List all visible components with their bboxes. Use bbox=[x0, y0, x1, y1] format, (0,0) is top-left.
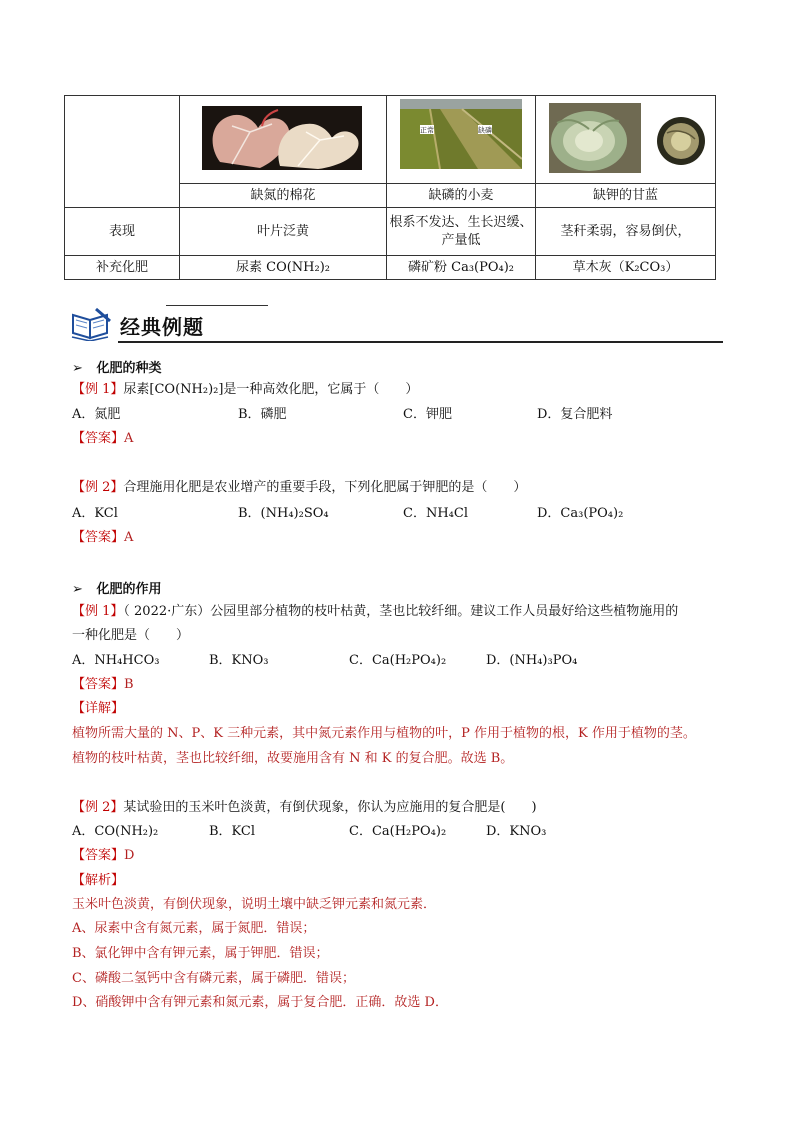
t2-ex2-analysis-line: A、尿素中含有氮元素，属于氮肥．错误； bbox=[72, 921, 316, 936]
heading-rule bbox=[118, 341, 723, 343]
t1-ex1-option-a: A．氮肥 bbox=[72, 407, 121, 422]
t1-ex2-option-d: D．Ca₃(PO₄)₂ bbox=[537, 506, 624, 521]
t2-ex1-option-a: A．NH₄HCO₃ bbox=[72, 653, 160, 668]
t2-ex1-answer-value: B bbox=[124, 677, 134, 692]
t2-ex1-option-d: D．(NH₄)₃PO₄ bbox=[486, 653, 578, 668]
cotton-fertilizer: 尿素 CO(NH₂)₂ bbox=[180, 256, 387, 280]
cotton-leaves-image bbox=[202, 106, 362, 170]
t2-ex1-tag: 【例 1】 bbox=[72, 604, 124, 619]
t2-ex1-answer-tag: 【答案】 bbox=[72, 677, 125, 692]
t2-ex2-answer-value: D bbox=[124, 848, 135, 863]
cabbage-symptom: 茎秆柔弱，容易倒伏， bbox=[536, 208, 716, 256]
t1-ex1-option-d: D．复合肥料 bbox=[537, 407, 613, 422]
cotton-symptom: 叶片泛黄 bbox=[180, 208, 387, 256]
deficiency-table bbox=[64, 95, 716, 280]
t2-ex2-analysis-line: C、磷酸二氢钙中含有磷元素，属于磷肥．错误； bbox=[72, 971, 355, 986]
t2-ex2-tag: 【例 2】 bbox=[72, 800, 124, 815]
t1-ex1-tag: 【例 1】 bbox=[72, 382, 124, 397]
topic2-heading-text: 化肥的作用 bbox=[96, 582, 162, 597]
t2-ex2-option-a: A．CO(NH₂)₂ bbox=[72, 824, 159, 839]
topic2-heading: ➢ 化肥的作用 bbox=[72, 582, 162, 597]
t2-ex2-option-b: B．KCl bbox=[209, 824, 256, 839]
cabbage-image bbox=[549, 103, 707, 173]
t2-ex2-analysis-tag: 【解析】 bbox=[72, 873, 125, 888]
t1-ex2-answer-value: A bbox=[124, 530, 134, 545]
t1-ex2-answer bbox=[72, 529, 133, 547]
t2-ex1-option-b: B．KNO₃ bbox=[209, 653, 269, 668]
wheat-fertilizer: 磷矿粉 Ca₃(PO₄)₂ bbox=[387, 256, 536, 280]
t1-ex2-option-c: C．NH₄Cl bbox=[403, 506, 468, 521]
t1-ex1-option-c: C．钾肥 bbox=[403, 407, 452, 422]
wheat-symptom-line2: 产量低 bbox=[441, 232, 481, 248]
t2-ex1-question-line1: （ 2022·广东）公园里部分植物的枝叶枯黄，茎也比较纤细。建议工作人员最好给这些植物施用的 bbox=[123, 604, 679, 619]
t2-ex2-option-d: D．KNO₃ bbox=[486, 824, 547, 839]
cotton-image-cell bbox=[180, 96, 387, 184]
t1-ex2-tag: 【例 2】 bbox=[72, 480, 124, 495]
t1-ex2-option-a: A．KCl bbox=[72, 506, 118, 521]
t2-ex2-answer bbox=[72, 847, 134, 865]
wheat-label-normal: 正常 bbox=[420, 126, 434, 135]
section-heading bbox=[70, 303, 723, 343]
t2-ex1-detail-tag: 【详解】 bbox=[72, 701, 125, 716]
t1-ex1-question-text: 尿素[CO(NH₂)₂]是一种高效化肥，它属于（ ） bbox=[123, 382, 419, 397]
book-icon bbox=[70, 307, 114, 341]
t1-ex2-option-b: B．(NH₄)₂SO₄ bbox=[238, 506, 329, 521]
t2-ex2-question-text: 某试验田的玉米叶色淡黄，有倒伏现象，你认为应施用的复合肥是( ) bbox=[123, 800, 537, 815]
t2-ex1-question bbox=[72, 603, 678, 621]
t1-ex1-answer-tag: 【答案】 bbox=[72, 431, 125, 446]
t2-ex2-analysis-line: 玉米叶色淡黄，有倒伏现象，说明土壤中缺乏钾元素和氮元素． bbox=[72, 897, 437, 912]
t1-ex1-answer bbox=[72, 430, 133, 448]
row-label-symptom: 表现 bbox=[65, 208, 180, 256]
t1-ex1-option-b: B．磷肥 bbox=[238, 407, 287, 422]
wheat-label-deficient: 缺磷 bbox=[478, 126, 492, 135]
cotton-caption: 缺氮的棉花 bbox=[180, 184, 387, 208]
wheat-field-image bbox=[400, 99, 522, 169]
t1-ex1-question bbox=[72, 381, 418, 399]
table-corner-cell bbox=[65, 96, 180, 208]
wheat-symptom-line1: 根系不发达、生长迟缓、 bbox=[389, 214, 533, 230]
topic1-heading: ➢ 化肥的种类 bbox=[72, 361, 162, 376]
t2-ex1-option-c: C．Ca(H₂PO₄)₂ bbox=[349, 653, 447, 668]
t1-ex1-answer-value: A bbox=[124, 431, 134, 446]
t1-ex2-question bbox=[72, 479, 526, 497]
cabbage-fertilizer: 草木灰（K₂CO₃） bbox=[536, 256, 716, 280]
section-title: 经典例题 bbox=[120, 315, 204, 339]
wheat-symptom bbox=[387, 208, 536, 256]
wheat-image-cell bbox=[387, 96, 536, 184]
cabbage-image-cell bbox=[536, 96, 716, 184]
heading-top-rule bbox=[166, 305, 268, 306]
t2-ex1-detail-line2: 植物的枝叶枯黄，茎也比较纤细，故要施用含有 N 和 K 的复合肥。故选 B。 bbox=[72, 751, 514, 766]
row-label-fertilizer: 补充化肥 bbox=[65, 256, 180, 280]
t1-ex2-question-text: 合理施用化肥是农业增产的重要手段，下列化肥属于钾肥的是（ ） bbox=[123, 480, 527, 495]
t2-ex2-question bbox=[72, 799, 537, 817]
t2-ex1-detail-line1: 植物所需大量的 N、P、K 三种元素，其中氮元素作用与植物的叶，P 作用于植物的根，K 作用于植物的茎。 bbox=[72, 726, 696, 741]
topic1-heading-text: 化肥的种类 bbox=[96, 361, 162, 376]
t2-ex2-option-c: C．Ca(H₂PO₄)₂ bbox=[349, 824, 447, 839]
t2-ex2-answer-tag: 【答案】 bbox=[72, 848, 125, 863]
t2-ex1-question-line2: 一种化肥是（ ） bbox=[72, 628, 190, 643]
wheat-caption: 缺磷的小麦 bbox=[387, 184, 536, 208]
t2-ex2-analysis-line: B、氯化钾中含有钾元素，属于钾肥．错误； bbox=[72, 946, 329, 961]
cabbage-caption: 缺钾的甘蓝 bbox=[536, 184, 716, 208]
t2-ex1-answer bbox=[72, 676, 134, 694]
t2-ex2-analysis-line: D、硝酸钾中含有钾元素和氮元素，属于复合肥．正确．故选 D． bbox=[72, 995, 448, 1010]
t1-ex2-answer-tag: 【答案】 bbox=[72, 530, 125, 545]
